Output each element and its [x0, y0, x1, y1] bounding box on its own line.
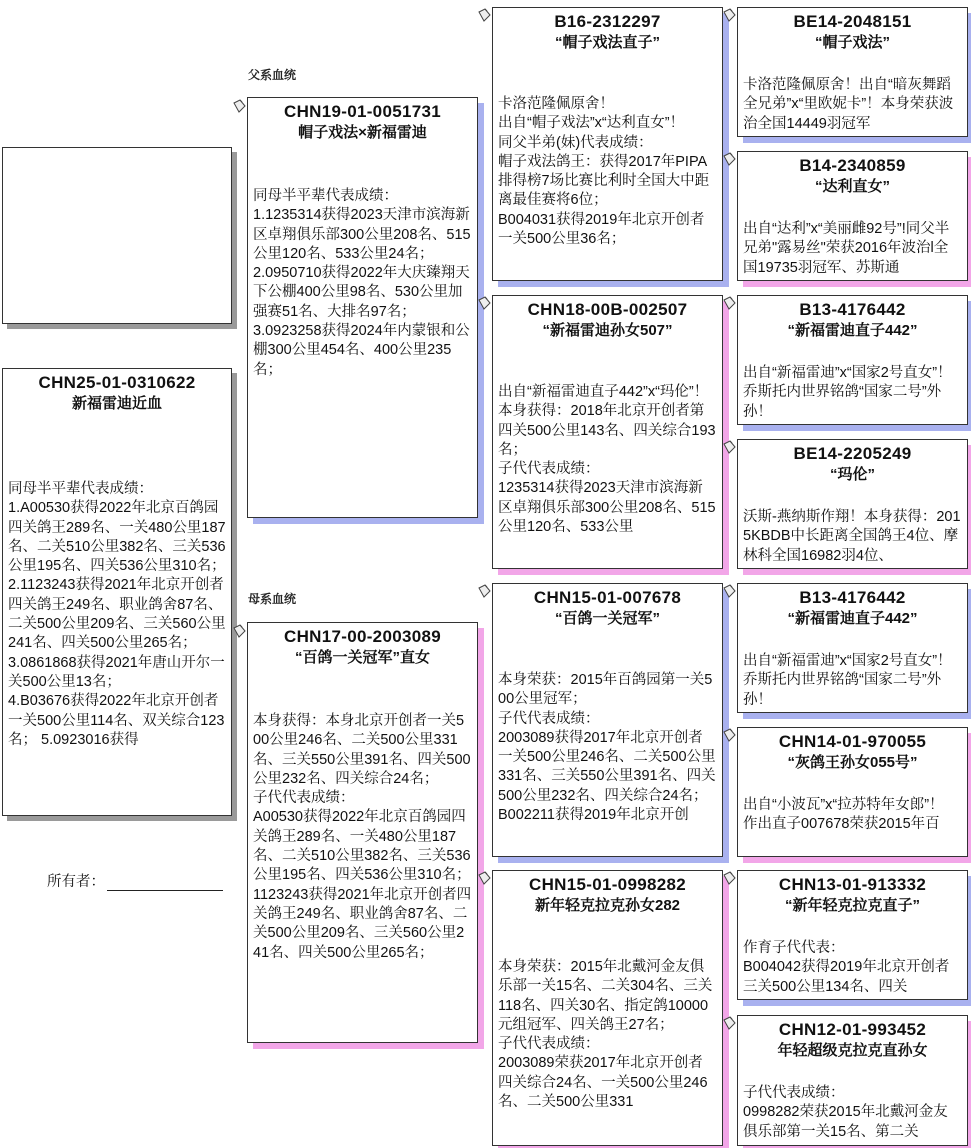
sire-section-label: 父系血统 [248, 68, 297, 82]
ancestor-card[interactable] [737, 151, 968, 281]
edit-pen-icon[interactable] [722, 728, 736, 742]
pigeon-name: “灰鸽王孙女055号” [787, 754, 918, 771]
pigeon-name: “达利直女” [814, 178, 890, 195]
pigeon-description: 出自“新福雷迪”x“国家2号直女”！乔斯托内世界铭鸽“国家二号”外孙！ [743, 653, 952, 708]
ring-number: CHN25-01-0310622 [38, 373, 196, 392]
pigeon-description: 卡洛范隆佩原舍！出自“暗灰舞蹈全兄弟”x“里欧妮卡”！本身荣获波治全国14449羽冠军 [743, 77, 954, 132]
pigeon-description: 沃斯-燕纳斯作翔！本身获得：2015KBDB中长距离全国鸽王4位、摩林科全国16982羽4位、 [743, 509, 961, 564]
ancestor-card[interactable] [737, 1015, 968, 1146]
ring-number: B14-2340859 [799, 156, 906, 175]
sire-card[interactable] [247, 97, 478, 518]
pigeon-description: 出自“小波瓦”x“拉苏特年女郎”！ 作出直子007678荣获2015年百 [743, 797, 944, 833]
pigeon-name: “帽子戏法直子” [554, 34, 660, 51]
edit-pen-icon[interactable] [722, 296, 736, 310]
pigeon-description: 本身荣获：2015年北戴河金友俱乐部一关15名、二关304名、三关118名、四关30名、指定鸽10000元组冠军、四关鸽王27名； 子代代表成绩： 2003089荣获2017年北京开创者四关综合24名、一关500公里246名、二关500公里331 [498, 959, 713, 1111]
pigeon-description: 出自“达利”x“美丽雌92号”!同父半兄弟"露易丝"荣获2016年波治l全国19735羽冠军、苏斯通 [743, 221, 950, 276]
ring-number: CHN19-01-0051731 [284, 102, 441, 121]
edit-pen-icon[interactable] [477, 584, 491, 598]
ring-number: CHN18-00B-002507 [527, 300, 688, 319]
ancestor-card[interactable] [737, 7, 968, 137]
edit-pen-icon[interactable] [722, 440, 736, 454]
pigeon-name: “新福雷迪直子442” [787, 322, 918, 339]
ring-number: BE14-2048151 [793, 12, 912, 31]
pigeon-name: “帽子戏法” [814, 34, 890, 51]
pigeon-description: 本身荣获：2015年百鸽园第一关500公里冠军； 子代代表成绩： 2003089获得2017年北京开创者一关500公里246名、二关500公里331名、三关550公里391名、四关500公里232名、四关综合24名； B002211获得2019年北京开创 [498, 672, 716, 824]
ring-number: CHN13-01-913332 [778, 875, 927, 894]
pigeon-name: “新年轻克拉克直子” [784, 897, 920, 914]
ring-number: CHN15-01-007678 [533, 588, 682, 607]
pigeon-description: 同母半平辈代表成绩： 1.1235314获得2023天津市滨海新区卓翔俱乐部300公里208名、515公里120名、533公里24名； 2.0950710获得2022年大庆臻翔天下公棚400公里98名、530公里加强赛51名、大排名97名； 3.0923258获得2024年内蒙银和公棚300公里454名、400公里235名； [253, 188, 471, 378]
subject-card[interactable] [2, 368, 232, 816]
grandsire-paternal-card[interactable] [492, 7, 723, 281]
ancestor-card[interactable] [737, 295, 968, 425]
pigeon-description: 出自“新福雷迪”x“国家2号直女”！乔斯托内世界铭鸽“国家二号”外孙！ [743, 365, 952, 420]
edit-pen-icon[interactable] [722, 8, 736, 22]
grandsire-maternal-card[interactable] [492, 583, 723, 857]
pigeon-name: 帽子戏法×新福雷迪 [298, 124, 427, 141]
pigeon-name: 新年轻克拉克孙女282 [534, 897, 681, 914]
edit-pen-icon[interactable] [477, 871, 491, 885]
edit-pen-icon[interactable] [232, 624, 246, 638]
ring-number: B13-4176442 [799, 588, 906, 607]
dam-section-label: 母系血统 [248, 592, 297, 606]
ring-number: B13-4176442 [799, 300, 906, 319]
edit-pen-icon[interactable] [477, 296, 491, 310]
ancestor-card[interactable] [737, 870, 968, 1000]
owner-underline [107, 874, 223, 891]
granddam-paternal-card[interactable] [492, 295, 723, 569]
edit-pen-icon[interactable] [722, 1016, 736, 1030]
pigeon-name: “百鸽一关冠军”直女 [294, 649, 430, 666]
ring-number: CHN15-01-0998282 [529, 875, 686, 894]
pigeon-description: 本身获得：本身北京开创者一关500公里246名、二关500公里331名、三关550公里391名、四关500公里232名、四关综合24名； 子代代表成绩： A00530获得2022年北京百鸽园四关鸽王289名、一关480公里187名、二关510公里382名、三关536公里195名、四关536公里310名； 1123243获得2021年北京开创者四关鸽王249名、职业鸽舍87名、二关500公里209名、三关560公里241名、四关500公里265名； [253, 713, 472, 961]
ring-number: CHN14-01-970055 [778, 732, 927, 751]
pigeon-name: “百鸽一关冠军” [554, 610, 660, 627]
ancestor-card[interactable] [737, 583, 968, 713]
granddam-maternal-card[interactable] [492, 870, 723, 1146]
edit-pen-icon[interactable] [722, 871, 736, 885]
ring-number: BE14-2205249 [793, 444, 912, 463]
owner-field[interactable] [47, 870, 223, 891]
pigeon-description: 子代代表成绩： 0998282荣获2015年北戴河金友俱乐部第一关15名、第二关 [743, 1085, 948, 1140]
ancestor-card[interactable] [737, 727, 968, 857]
ring-number: CHN12-01-993452 [778, 1020, 927, 1039]
edit-pen-icon[interactable] [722, 584, 736, 598]
dam-card[interactable] [247, 622, 478, 1043]
pigeon-name: 年轻超级克拉克直孙女 [777, 1042, 928, 1059]
edit-pen-icon[interactable] [232, 99, 246, 113]
pigeon-description: 作育子代代表： B004042获得2019年北京开创者三关500公里134名、四关 [743, 940, 950, 995]
owner-label: 所有者： [47, 874, 105, 890]
pigeon-description: 同母半平辈代表成绩： 1.A00530获得2022年北京百鸽园四关鸽王289名、一关480公里187名、二关510公里382名、三关536公里195名、四关536公里310名； 2.1123243获得2021年北京开创者四关鸽王249名、职业鸽舍87名、二关500公里209名、三关560公里241名、四关500公里265名； 3.0861868获得2021年唐山开尔一关500公里13名； 4.B03676获得2022年北京开创者一关500公里114名、双关综合123名； 5.0923016获得 [8, 481, 226, 748]
ancestor-card[interactable] [737, 439, 968, 569]
edit-pen-icon[interactable] [477, 8, 491, 22]
pigeon-name: 新福雷迪近血 [71, 395, 162, 412]
pigeon-photo-placeholder [2, 147, 232, 324]
edit-pen-icon[interactable] [722, 152, 736, 166]
pigeon-name: “玛伦” [829, 466, 875, 483]
pigeon-description: 出自“新福雷迪直子442”x“玛伦”！ 本身获得：2018年北京开创者第四关500公里143名、四关综合193名； 子代代表成绩： 1235314获得2023天津市滨海新区卓翔俱乐部300公里208名、515公里120名、533公里 [498, 384, 716, 536]
pigeon-name: “新福雷迪直子442” [787, 610, 918, 627]
ring-number: B16-2312297 [554, 12, 661, 31]
ring-number: CHN17-00-2003089 [284, 627, 441, 646]
pigeon-description: 卡洛范隆佩原舍！ 出自“帽子戏法”x“达利直女”！ 同父半弟(妹)代表成绩： 帽子戏法鸽王：获得2017年PIPA排得榜7场比赛比利时全国大中距离最佳赛将6位； B004031获得2019年北京开创者一关500公里36名； [498, 96, 710, 248]
pigeon-name: “新福雷迪孙女507” [542, 322, 673, 339]
